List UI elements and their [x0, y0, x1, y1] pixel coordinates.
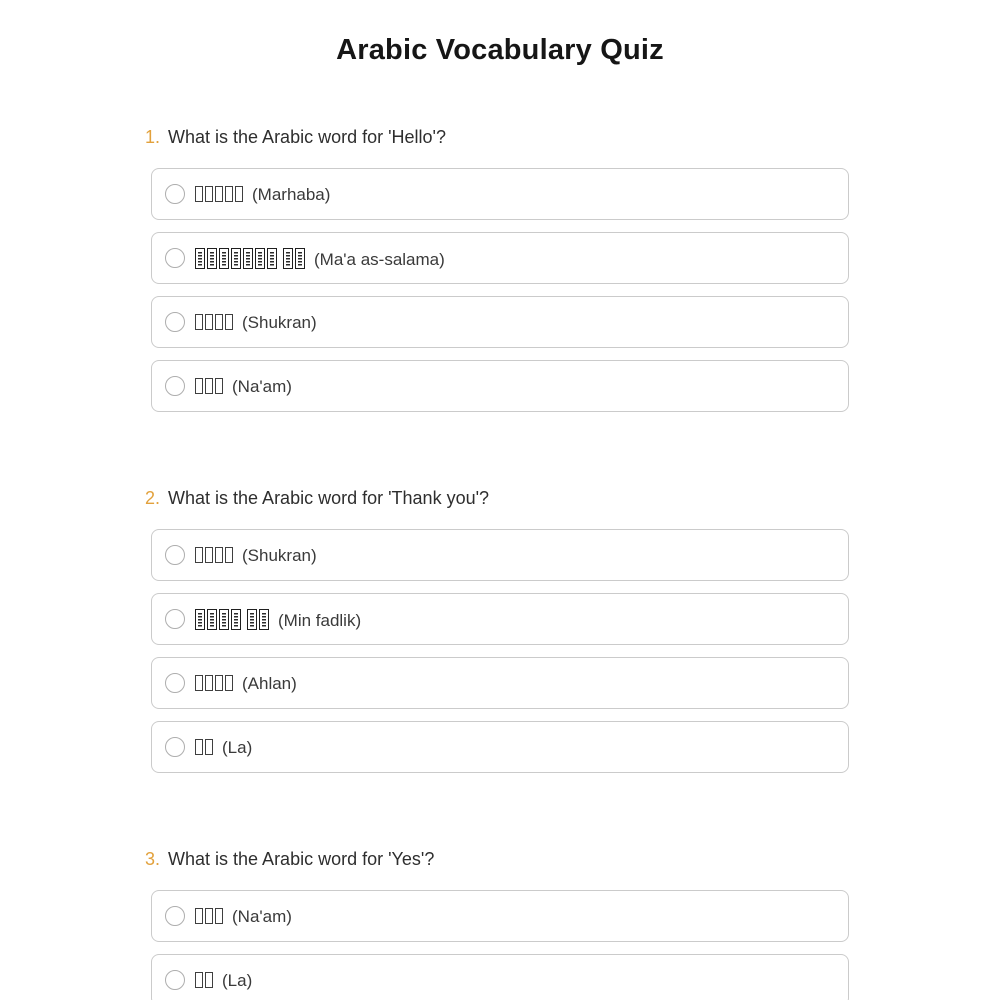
question-text: What is the Arabic word for 'Thank you'? — [168, 488, 490, 508]
option-romanization: (La) — [222, 970, 253, 990]
missing-glyph-box — [195, 675, 203, 691]
question-heading — [145, 849, 849, 870]
missing-glyph-box — [225, 186, 233, 202]
missing-glyph-boxes — [195, 972, 215, 989]
missing-glyph-box — [195, 609, 205, 630]
missing-glyph-box — [207, 609, 217, 630]
option-label — [195, 972, 252, 989]
option-label — [195, 609, 361, 630]
missing-glyph-box — [205, 972, 213, 988]
missing-glyph-box — [243, 248, 253, 269]
missing-glyph-box — [205, 908, 213, 924]
missing-glyph-box — [195, 378, 203, 394]
missing-glyph-box — [215, 547, 223, 563]
option-label — [195, 675, 297, 692]
answer-option[interactable] — [151, 890, 849, 942]
missing-glyph-boxes — [195, 314, 235, 331]
radio-button-icon[interactable] — [165, 906, 185, 926]
question-list — [145, 127, 849, 1000]
missing-glyph-box — [267, 248, 277, 269]
missing-glyph-boxes — [195, 675, 235, 692]
missing-glyph-box — [231, 248, 241, 269]
missing-glyph-box — [283, 248, 293, 269]
missing-glyph-box — [231, 609, 241, 630]
missing-glyph-boxes — [195, 908, 225, 925]
missing-glyph-box — [205, 547, 213, 563]
option-label — [195, 186, 330, 203]
radio-button-icon[interactable] — [165, 376, 185, 396]
question-text: What is the Arabic word for 'Yes'? — [168, 849, 435, 869]
missing-glyph-box — [207, 248, 217, 269]
question-number: 3. — [145, 849, 161, 869]
radio-button-icon[interactable] — [165, 545, 185, 565]
radio-button-icon[interactable] — [165, 673, 185, 693]
missing-glyph-box — [215, 186, 223, 202]
radio-button-icon[interactable] — [165, 737, 185, 757]
option-label — [195, 908, 292, 925]
option-romanization: (Marhaba) — [252, 184, 331, 204]
missing-glyph-boxes — [195, 378, 225, 395]
option-romanization: (Shukran) — [242, 312, 317, 332]
option-label — [195, 314, 317, 331]
missing-glyph-box — [259, 609, 269, 630]
option-list — [151, 168, 849, 412]
answer-option[interactable] — [151, 593, 849, 645]
question-number: 1. — [145, 127, 161, 147]
missing-glyph-box — [215, 378, 223, 394]
missing-glyph-box — [225, 547, 233, 563]
missing-glyph-boxes — [195, 547, 235, 564]
answer-option[interactable] — [151, 168, 849, 220]
missing-glyph-box — [215, 908, 223, 924]
option-romanization: (Na'am) — [232, 376, 292, 396]
answer-option[interactable] — [151, 296, 849, 348]
option-romanization: (Shukran) — [242, 545, 317, 565]
answer-option[interactable] — [151, 529, 849, 581]
missing-glyph-box — [205, 186, 213, 202]
missing-glyph-box — [195, 972, 203, 988]
missing-glyph-box — [195, 547, 203, 563]
missing-glyph-boxes — [195, 248, 307, 269]
option-romanization: (La) — [222, 737, 253, 757]
answer-option[interactable] — [151, 360, 849, 412]
missing-glyph-box — [225, 314, 233, 330]
question-heading — [145, 127, 849, 148]
question-block — [145, 488, 849, 773]
missing-glyph-boxes — [195, 609, 271, 630]
missing-glyph-box — [195, 908, 203, 924]
missing-glyph-box — [295, 248, 305, 269]
option-romanization: (Na'am) — [232, 906, 292, 926]
option-label — [195, 248, 445, 269]
missing-glyph-box — [195, 248, 205, 269]
answer-option[interactable] — [151, 721, 849, 773]
question-number: 2. — [145, 488, 161, 508]
option-list — [151, 890, 849, 1000]
question-block — [145, 849, 849, 1000]
missing-glyph-boxes — [195, 186, 245, 203]
option-label — [195, 739, 252, 756]
missing-glyph-box — [235, 186, 243, 202]
quiz-container — [145, 0, 849, 1000]
missing-glyph-box — [195, 314, 203, 330]
question-block — [145, 127, 849, 412]
missing-glyph-box — [205, 378, 213, 394]
option-romanization: (Ma'a as-salama) — [314, 249, 445, 269]
page-title: Arabic Vocabulary Quiz — [336, 34, 664, 66]
missing-glyph-box — [205, 739, 213, 755]
radio-button-icon[interactable] — [165, 248, 185, 268]
answer-option[interactable] — [151, 657, 849, 709]
missing-glyph-box — [195, 739, 203, 755]
missing-glyph-box — [219, 609, 229, 630]
option-romanization: (Min fadlik) — [278, 610, 362, 630]
missing-glyph-boxes — [195, 739, 215, 756]
radio-button-icon[interactable] — [165, 312, 185, 332]
missing-glyph-box — [219, 248, 229, 269]
missing-glyph-box — [215, 314, 223, 330]
option-label — [195, 378, 292, 395]
question-text: What is the Arabic word for 'Hello'? — [168, 127, 447, 147]
missing-glyph-box — [205, 314, 213, 330]
radio-button-icon[interactable] — [165, 609, 185, 629]
answer-option[interactable] — [151, 232, 849, 284]
option-romanization: (Ahlan) — [242, 673, 297, 693]
missing-glyph-box — [205, 675, 213, 691]
answer-option[interactable] — [151, 954, 849, 1000]
missing-glyph-box — [195, 186, 203, 202]
radio-button-icon[interactable] — [165, 184, 185, 204]
missing-glyph-box — [215, 675, 223, 691]
missing-glyph-box — [247, 609, 257, 630]
missing-glyph-box — [225, 675, 233, 691]
question-heading — [145, 488, 849, 509]
option-list — [151, 529, 849, 773]
radio-button-icon[interactable] — [165, 970, 185, 990]
option-label — [195, 547, 317, 564]
missing-glyph-box — [255, 248, 265, 269]
